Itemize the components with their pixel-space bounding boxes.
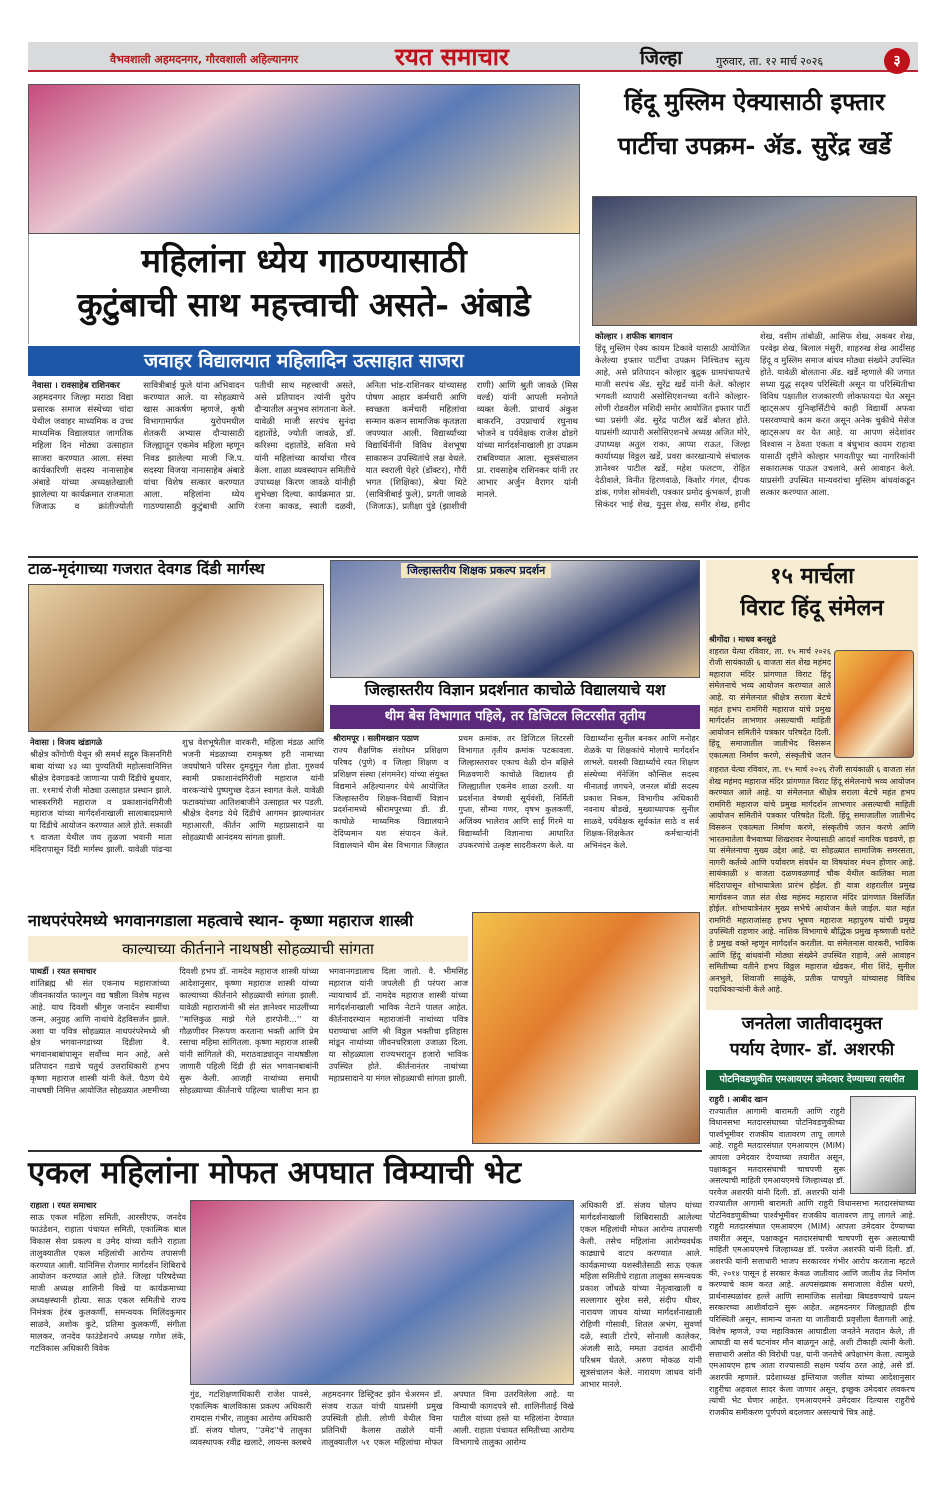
ashrafi-body-text: राज्यातील आगामी बारामती आणि राहुरी विधानसभा मतदारसंघाच्या पोटनिवडणुकीच्या पार्श्वभूमीवर राजकीय वातावरण तापू लागले आहे. राहुरी मतदारसंघात एमआयएम (MIM) आपला उमेदवार देण्याच्या तयारीत असून, पक्षाकडून मतदारसंघाची चाचपणी सुरू असल्याची माहिती एमआयएमचे जिल्हाध्यक्ष डॉ. परवेज अशरफी यांनी दिली. डॉ. अशरफी यांनी (709, 1106, 845, 1196)
issue-date: गुरुवार, ता. १२ मार्च २०२६ (716, 55, 824, 68)
science-subhead: थीम बेस विभागात पहिले, तर डिजिटल लिटरसीत तृतीय (330, 705, 700, 729)
women-article-body (32, 380, 578, 552)
nath-byline: पाथर्डी । रयत समाचार (30, 966, 97, 976)
ashrafi-article-body-bottom (709, 1198, 915, 1464)
women-day-photo (28, 84, 580, 234)
women-body-text: अहमदनगर जिल्हा मराठा विद्या प्रसारक समाज संस्थेच्या चांदा येथील जवाहर माध्यमिक व उच्च माध्यमिक विद्यालयात जागतिक महिला दिन मोठ्या उत्साहात साजरा करण्यात आला. संस्था कार्यकारिणी सदस्य नानासाहेब अंबाडे यांच्या अध्यक्षतेखाली झालेल्या या कार्यक्रमात राजमाता जिजाऊ व क्रांतीज्योती सावित्रीबाई फुले यांना अभिवादन करण्यात आले. या सोहळ्याचे खास आकर्षण म्हणजे, कृषी विभागामार्फत युरोपमधील शेतकरी अभ्यास दौऱ्यासाठी जिल्ह्यातून एकमेव महिला म्हणून निवड झालेल्या माजी जि.प. सदस्या विजया नानासाहेब अंबाडे यांचा विशेष सत्कार करण्यात आला. महिलांना ध्येय गाठण्यासाठी कुटुंबाची आणि पतीची साथ महत्त्वाची असते, असे प्रतिपादन त्यांनी युरोप दौऱ्यातील अनुभव सांगताना केले. यावेळी माजी सरपंच सुनंदा दहातोंडे, ज्योती जावळे, डॉ. करिश्मा दहातोंडे, सविता मचे यांनी महिलांच्या कार्याचा गौरव केला. शाळा व्यवस्थापन समितीचे उपाध्यक्ष किरण जावळे यांनीही शुभेच्छा दिल्या. कार्यक्रमात प्रा. रंजना काकड, स्वाती दळवी, अनिता भांड-राशिनकर यांच्यासह पोषण आहार कर्मचारी आणि स्वच्छता कर्मचारी महिलांचा सन्मान करून सामाजिक कृतज्ञता जपण्यात आली. विद्यार्थ्यांच्या विद्यार्थिनींनी विविध वेशभूषा साकारून उपस्थितांचे लक्ष वेधले. यात स्वराली पेहरे (डॉक्टर), गौरी भगत (शिक्षिका), श्रेया थिटे (सावित्रीबाई फुले), प्रगती जावळे (जिजाऊ), प्रतीक्षा पुंडे (झाशीची राणी) आणि श्रुती जावळे (मिस वर्ल्ड) यांनी आपली मनोगते व्यक्त केली. प्राचार्य अंकुश बाकरनि, उपप्राचार्य रघुनाथ भोजने व पर्यवेक्षक राजेश ढोडगे यांच्या मार्गदर्शनाखाली हा उपक्रम राबविण्यात आला. सूत्रसंचालन प्रा. रावसाहेब राशिनकर यांनी तर आभार अर्जुन वैरागर यांनी मानले. (32, 381, 578, 512)
ashrafi-subhead: पोटनिवडणुकीत एमआयएम उमेदवार देण्याच्या तयारीत (706, 1070, 918, 1090)
women-headline-box (28, 234, 580, 344)
insurance-body-left: साऊ एकल महिला समिती, आरसीएफ, जनदेव फाउंडेशन, राहाता पंचायत समिती, एकात्मिक बाल विकास सेवा प्रकल्प व उमेद यांच्या वतीने राहाता तालुक्यातील एकल महिलांची आरोग्य तपासणी करण्यात आली. यानिमित्त रोजगार मार्गदर्शन शिबिराचे आयोजन करण्यात आले होते. जिल्हा परिषदेच्या माजी अध्यक्ष शालिनी विखे या कार्यक्रमाच्या अध्यक्षस्थानी होत्या. साऊ एकल समितीचे राज्य निमंत्रक हेरंब कुलकर्णी, समन्वयक मिलिंदकुमार साळवे, अशोक कुटे, प्रतिमा कुलकर्णी, संगीता मालकर, जनदेव फाउंडेशनचे अध्यक्ष गणेश लंके, गटविकास अधिकारी विवेक (30, 1211, 186, 1353)
iftar-byline: कोल्हार । शफीक बागवान (595, 331, 673, 341)
header-tagline: वैभवशाली अहमदनगर, गौरवशाली अहिल्यानगर (110, 53, 299, 66)
newspaper-logo[interactable]: रयत समाचार (395, 42, 509, 71)
sammelan-body-text: शहरात येत्या रविवार, ता. १५ मार्च २०२६ रोजी सायंकाळी ६ वाजता संत शेख महंमद महाराज मंदिर प्रांगणात विराट हिंदू संमेलनाचे भव्य आयोजन करण्यात आले आहे. या संमेलनात श्रीक्षेत्र सराला बेटचे महंत हभप रामगिरी महाराज यांचे प्रमुख मार्गदर्शन लाभणार असल्याची माहिती आयोजन समितीने पत्रकार परिषदेत दिली. हिंदू समाजातील जातीभेद विसरून एकात्मता निर्माण करणे, संस्कृतीचे जतन (709, 646, 831, 760)
sammelan-article-body-top (709, 634, 831, 762)
insurance-photo (190, 1200, 574, 1385)
science-headline: जिल्हास्तरीय विज्ञान प्रदर्शनात काचोळे विद्यालयाचे यश (364, 680, 666, 699)
nath-body-text: शांतिब्रह्म श्री संत एकनाथ महाराजांच्या जीवनकार्यात फाल्गुन वद्य षष्ठीला विशेष महत्त्व आहे. याच दिवशी श्रीगुरु जनार्दन स्वामींचा जन्म, अनुग्रह आणि नाथांचे देहविसर्जन झाले. अशा या पवित्र सोहळ्यात नाथपरंपरेमध्ये श्री क्षेत्र भगवानगडाच्या दिंडीला वै. भगवानबाबांपासून सर्वोच्च मान आहे, असे प्रतिपादन गडाचे चतुर्थ उत्तराधिकारी हभप कृष्णा महाराज शास्त्री यांनी केले. पैठण येथे नाथषष्ठी निमित्त आयोजित सोहळ्यात अष्टमीच्या दिवशी हभप डॉ. नामदेव महाराज शास्त्री यांच्या आदेशानुसार, कृष्णा महाराज शास्त्री यांच्या काल्याच्या कीर्तनाने सोहळ्याची सांगता झाली. यावेळी महाराजांनी श्री संत ज्ञानेश्वर माउलींच्या ''मात्तिकुळ माझे गेले हारपोनी...'' या गौळणीवर निरूपण करताना भक्ती आणि प्रेम रसाचा महिमा सांगितला. कृष्णा महाराज शास्त्री यांनी सांगितले की, मराठवाड्यातून नाथषष्ठीला जाणारी पहिली दिंडी ही संत भगवानबाबांनी सुरू केली. आजही नाथांच्या समाधी सोहळ्याच्या कीर्तनाचे पहिल्या चालीचा मान हा भगवानगडालाच दिला जातो. वै. भीमसिंह महाराज यांनी जपलेली ही परंपरा आज न्यायाचार्य डॉ. नामदेव महाराज शास्त्री यांच्या मार्गदर्शनाखाली भाविक नेटाने पालत आहेत. कीर्तनादरम्यान महाराजांनी नाथांच्या पवित्र घराण्याचा आणि श्री विठ्ठल भक्तीचा इतिहास मांडून नाथांच्या जीवनचरित्राला उजाळा दिला. या सोहळ्याला राज्यभरातून हजारो भाविक उपस्थित होते. कीर्तनानंतर नाथांच्या महाप्रसादाने या मंगल सोहळ्याची सांगता झाली. (30, 966, 468, 1096)
dindi-headline: टाळ-मृदंगाच्या गजरात देवगड दिंडी मार्गस्थ (28, 559, 265, 578)
iftar-photo (592, 196, 917, 326)
women-subhead: जवाहर विद्यालयात महिलादिन उत्साहात साजरा (28, 346, 580, 376)
sammelan-byline: श्रीगोंदा । माधव बनसुडे (709, 635, 776, 644)
ashrafi-headline-1: जनतेला जातीवादमुक्त (741, 1014, 883, 1034)
nath-headline: नाथपरंपरेमध्ये भगवानगडाला महत्वाचे स्थान- कृष्णा महाराज शास्त्री (28, 911, 414, 930)
divider (28, 1150, 702, 1152)
ashrafi-article-body-top (709, 1094, 845, 1196)
women-headline-1: महिलांना ध्येय गाठण्यासाठी (141, 241, 467, 280)
insurance-body-right: अधिकारी डॉ. संजय घोलप यांच्या मार्गदर्शनाखाली शिबिरासाठी आलेल्या एकल महिलांची मोफत आरोग्य तपासणी केली. तसेच महिलांना आरोग्यवर्धक काढ्याचे वाटप करण्यात आले. कार्यक्रमाच्या यशस्वीतेसाठी साऊ एकल महिला समितीचे राहाता तालुका समन्वयक प्रकाश जोंधळे यांच्या नेतृत्वाखाली व सल्लागार सुरेश ससे, संदीप धीवर, नारायण जाधव यांच्या मार्गदर्शनाखाली रोहिणी गोसावी, शितल अभंग, सुवर्णा दळे, स्वाती टोरपे, सोनाली कालेकर, अंजली साठे, ममता उदावंत आदींनी परिश्रम घेतले. अरुण मोकळ यांनी सूत्रसंचालन केले. नारायण जाधव यांनी आभार मानले. (580, 1200, 702, 1389)
insurance-headline: एकल महिलांना मोफत अपघात विम्याची भेट (28, 1155, 522, 1191)
page-number: ३ (884, 48, 910, 74)
insurance-article-body-right (580, 1200, 702, 1462)
science-byline: श्रीरामपूर । सलीमखान पठाण (333, 733, 419, 743)
divider (28, 556, 918, 558)
insurance-article-body-left (30, 1200, 186, 1462)
women-headline-2: कुटुंबाची साथ महत्त्वाची असते- अंबाडे (77, 284, 531, 324)
iftar-headline-1: हिंदू मुस्लिम ऐक्यासाठी इफ्तार (624, 87, 885, 116)
nath-photo (472, 912, 700, 1144)
women-byline: नेवासा । रावसाहेब राशिनकर (32, 381, 120, 391)
dindi-article-body (30, 737, 324, 907)
iftar-article-body (595, 330, 915, 550)
insurance-byline: राहाता । रयत समाचार (30, 1200, 97, 1210)
iftar-body-text: हिंदू मुस्लिम ऐक्य कायम टिकावे यासाठी आयोजित केलेल्या इफ्तार पार्टीचा उपक्रम निश्चितच स्तुत्य आहे, असे प्रतिपादन कोल्हार बुद्रुक ग्रामपंचायतचे माजी सरपंच ॲड. सुरेंद्र खर्डे यांनी केले. कोल्हार भगवती व्यापारी असोसिएशनच्या वतीने कोल्हार-लोणी रोडवरील मशिदी समोर आयोजित इफ्तार पार्टी च्या प्रसंगी ॲड. सुरेंद्र पाटील खर्डे बोलत होते. याप्रसंगी व्यापारी असोसिएशनचे अध्यक्ष अजित मोरे, उपाध्यक्ष अतुल राका, आप्पा राऊत, जिल्हा कार्याध्यक्ष विठ्ठल खर्डे, प्रवरा कारखान्याचे संचालक ज्ञानेश्वर पाटील खर्डे, महेश फलटण, रोहित देठीवाले, विनीत हिरणवाळे, किशोर गंगल, दीपक डांक, गणेश सोमवंशी, पत्रकार प्रमोद कुंभकर्ण, हाजी सिकंदर भाई शेख, युनुस शेख, समीर शेख, हमीद शेख, वसीम तांबोळी, आसिफ शेख, अकबर शेख, परवेझ शेख, बिलाल मंसुरी, शाहरुख शेख आदींसह हिंदू व मुस्लिम समाज बांधव मोठ्या संख्येने उपस्थित होते. यावेळी बोलताना ॲड. खर्डे म्हणाले की जगात सध्या युद्ध सदृश्य परिस्थिती असून या परिस्थितीचा विविध पक्षातील राजकारणी लोकफायदा घेत असून व्हाट्सअप युनिव्हर्सिटीचे काही विद्यार्थी अफवा पसरवण्याचे काम करत असून अनेक चुकीचे मेसेज व्हाट्सअप वर येत आहे. या आपण संदेशांवर विश्वास न ठेवता एकता व बंधुभाव कायम राहावा यासाठी दृष्टीने कोल्हार भगवतीपूर च्या नागरिकांनी सकारात्मक पाऊल उचलावे, असे आवाहन केले. याप्रसंगी उपस्थित मान्यवरांचा मुस्लिम बांधवांकडून सत्कार करण्यात आला. (595, 331, 915, 509)
sammelan-body-continued: शहरात येत्या रविवार, ता. १५ मार्च २०२६ रोजी सायंकाळी ६ वाजता संत शेख महंमद महाराज मंदिर प्रांगणात विराट हिंदू संमेलनाचे भव्य आयोजन करण्यात आले आहे. या संमेलनात श्रीक्षेत्र सराला बेटचे महंत हभप रामगिरी महाराज यांचे प्रमुख मार्गदर्शन लाभणार असल्याची माहिती आयोजन समितीने पत्रकार परिषदेत दिली. हिंदू समाजातील जातीभेद विसरून एकात्मता निर्माण करणे, संस्कृतीचे जतन करणे आणि भारतमातेला वैभवाच्या शिखरावर नेण्यासाठी आदर्श नागरिक घडवणे, हा या संमेलनाचा मुख्य उद्देश आहे. या सोहळ्यात सामाजिक समरसता, नागरी कर्तव्ये आणि पर्यावरण संवर्धन या विषयांवर मंथन होणार आहे. सायंकाळी ४ वाजता दळणवळणाई चौक येथील कालिका माता मंदिरापासून शोभायात्रेला प्रारंभ होईल. ही यात्रा शहरातील प्रमुख मार्गावरून जात संत शेख महंमद महाराज मंदिर प्रांगणात विसर्जित होईल. शोभायात्रेनंतर मुख्य सभेचे आयोजन केले जाईल. यात महंत रामगिरी महाराजांसह हभप भूषण महाराज महापुरुष यांची प्रमुख उपस्थिती राहणार आहे. नाशिक विभागाचे बौद्धिक प्रमुख कृष्णाजी घरोटे हे प्रमुख वक्ते म्हणून मार्गदर्शन करतील. या संमेलनास वारकरी, भाविक आणि हिंदू बांधवांनी मोठ्या संख्येने उपस्थित राहावे, असे आवाहन समितीच्या वतीने हभप विठ्ठल महाराज खेडकर, मीरा शिंदे, सुनील अनभुले, शिवाजी साळुंके, प्रतीक पाचपुते यांच्यासह विविध पदाधिकाऱ्यांनी केले आहे. (709, 765, 915, 995)
science-photo-banner: जिल्हास्तरीय शिक्षक प्रकल्प प्रदर्शन (401, 563, 551, 578)
sammelan-photo (834, 650, 914, 758)
sammelan-headline-2: विराट हिंदू संमेलन (740, 595, 884, 621)
ashrafi-photo (850, 1096, 916, 1194)
science-body-text: राज्य शैक्षणिक संशोधन प्रशिक्षण परिषद (पुणे) व जिल्हा शिक्षण व प्रशिक्षण संस्था (संगमनेर) यांच्या संयुक्त विद्यमाने अहिल्यानगर येथे आयोजित जिल्हास्तरीय शिक्षक-विद्यार्थी विज्ञान प्रदर्शनामध्ये श्रीरामपूरच्या डी. डी. काचोळे माध्यमिक विद्यालयाने देदिप्यमान यश संपादन केले. विद्यालयाने थीम बेस विभागात जिल्हात प्रथम क्रमांक, तर डिजिटल लिटरसी विभागात तृतीय क्रमांक पटकावला. जिल्हास्तरावर एकाच वेळी दोन बक्षिसे मिळवणारी काचोळे विद्यालय ही जिल्ह्यातील एकमेव शाळा ठरली. या प्रदर्शनात वेष्णवी सूर्यवंशी, निर्मिती गुप्ता, सौम्या गणर, वृषभ कुलकर्णी, अजिंक्य भालेराव आणि सार्ई गिरमे या विद्यार्थ्यांनी विज्ञानाचा आधारित उपकरणांचे उत्कृष्ट सादरीकरण केले. या विद्यार्थ्यांना सुनील बनकर आणि मनोहर शेळके या शिक्षकांचे मोलाचे मार्गदर्शन लाभले. यशस्वी विद्यार्थ्यांचे रयत शिक्षण संस्थेच्या मॅनेजिंग कौन्सिल सदस्य मीनाताई जगधने, जनरल बॉडी सदस्य प्रकाश निकम, विभागीय अधिकारी नवनाथ बोडखे, मुख्याध्यापक सुनील साळवे, पर्यवेक्षक सूर्यकांत साठे व सर्व शिक्षक-शिक्षकेतर कर्मचाऱ्यांनी अभिनंदन केले. (333, 733, 699, 851)
ashrafi-byline: राहुरी । आबीद खान (709, 1095, 768, 1104)
insurance-body-photo: गुंड, गटशिक्षणाधिकारी राजेश पावसे, एकात्मिक बालविकास प्रकल्प अधिकारी रामदास गंभीर, तालुका आरोग्य अधिकारी डॉ. संजय घोलप, ''उमेद''चे तालुका व्यवस्थापक रवींद्र खलाटे, लायन्स क्लबचे अहमदनगर डिस्ट्रिक्ट झोन चेअरमन डॉ. संजय राऊत यांची याप्रसंगी प्रमुख उपस्थिती होती. लोणी येथील विमा प्रतिनिधी कैलास तळोले यांनी तालुक्यातील ५१ एकल महिलांचा मोफत अपघात विमा उतरविलेला आहे. या विम्याची कागदपत्रे सौ. शालिनीताई विखे पाटील यांच्या हस्ते या महिलांना देण्यात आली. राहाता पंचायत समितीच्या आरोग्य विभागाचे तालुका आरोग्य (190, 1389, 574, 1447)
dindi-photo (28, 584, 324, 732)
dindi-byline: नेवासा । विजय खंडागळे (30, 737, 103, 747)
ashrafi-headline-2: पर्याय देणार- डॉ. अशरफी (729, 1040, 895, 1060)
ashrafi-body-continued: राज्यातील आगामी बारामती आणि राहुरी विधानसभा मतदारसंघाच्या पोटनिवडणुकीच्या पार्श्वभूमीवर राजकीय वातावरण तापू लागले आहे. राहुरी मतदारसंघात एमआयएम (MIM) आपला उमेदवार देण्याच्या तयारीत असून, पक्षाकडून मतदारसंघाची चाचपणी सुरू असल्याची माहिती एमआयएमचे जिल्हाध्यक्ष डॉ. परवेज अशरफी यांनी दिली. डॉ. अशरफी यांनी सत्ताधारी भाजप सरकारवर गंभीर आरोप करताना म्हटले की, २०१४ पासून हे सरकार केवळ जातीवाद आणि जातीय तेढ निर्माण करण्याचे काम करत आहे. अल्पसंख्याक समाजाला वेठीस धरणे, प्रार्थनास्थळांवर हल्ले आणि सामाजिक सलोखा बिघडवण्याचे प्रयत्न सरकारच्या आशीर्वादाने सुरू आहेत. अहमदनगर जिल्ह्यातही हीच परिस्थिती असून, सामान्य जनता या जातीवादी प्रवृत्तीला वैतागली आहे. विशेष म्हणजे, ज्या महाविकास आघाडीला जनतेने मतदान केले, ती आघाडी या सर्व घटनांवर मौन बाळगून आहे, अशी टीकाही त्यांनी केली. सत्ताधारी असोत की विरोधी पक्ष, यांनी जनतेचे अपेक्षाभंग केला. त्यामुळे एमआयएम हाच आता राज्यासाठी सक्षम पर्याय ठरत आहे, असे डॉ. अशरफी म्हणाले. प्रदेशाध्यक्ष इम्तियाज जलील यांच्या आदेशानुसार राहुरीचा अहवाल सादर केला जाणार असून, इच्छुक उमेदवार लवकरच त्यांची भेट घेणार आहेत. एमआयएमने उमेदवार दिल्यास राहुरीचे राजकीय समीकरण पूर्णपणे बदलणार असल्याचे चित्र आहे. (709, 1199, 915, 1417)
insurance-article-body-mid (190, 1389, 574, 1463)
science-photo (330, 560, 700, 678)
dindi-body-text: श्रीक्षेत्र कोंगोणी येथून श्री समर्थ सद्गुरु किसनगिरी बाबा यांच्या ४३ व्या पुण्यतिथी महोत्सवानिमित्त श्रीक्षेत्र देवगडकडे जाणाऱ्या पायी दिंडीचे बुधवार, ता. ११मार्च रोजी मोठ्या उत्साहात प्रस्थान झाले. भास्करगिरी महाराज व प्रकाशानंदगिरीजी महाराज यांच्या मार्गदर्शनाखाली सालाबादप्रमाणे या दिंडीचे आयोजन करण्यात आले होते. सकाळी ९ वाजता येथील जय तुळजा भवानी माता मंदिरापासून दिंडी मार्गस्थ झाली. यावेळी पांढऱ्या शुभ्र वेशभूषेतील वारकरी, महिला मंडळ आणि भजनी मंडळाच्या रामकृष्ण हरी नामाच्या जयघोषाने परिसर दुमदुमून गेला होता. गुरुवर्य स्वामी प्रकाशानंदगिरीजी महाराज यांनी वारकऱ्यांचे पुष्पगुच्छ देऊन स्वागत केले. यावेळी फटाक्यांच्या आतिशबाजीने उत्साहात भर पडली. श्रीक्षेत्र देवगड येथे दिंडीचे आगमन झाल्यानंतर महाआरती, कीर्तन आणि महाप्रसादाने या सोहळ्याची आनंदमय सांगता झाली. (30, 737, 324, 855)
nath-article-body (30, 966, 468, 1146)
iftar-headline-2: पार्टीचा उपक्रम- ॲड. सुरेंद्र खर्डे (617, 130, 892, 160)
sammelan-headline-1: १५ मार्चला (770, 563, 854, 589)
iftar-headline-box (592, 84, 917, 194)
section-name: जिल्हा (640, 47, 683, 69)
sammelan-article-body-bottom (709, 764, 915, 1006)
science-article-body (333, 733, 699, 909)
nath-subhead: काल्याच्या कीर्तनाने नाथषष्ठी सोहळ्याची सांगता (28, 936, 468, 962)
